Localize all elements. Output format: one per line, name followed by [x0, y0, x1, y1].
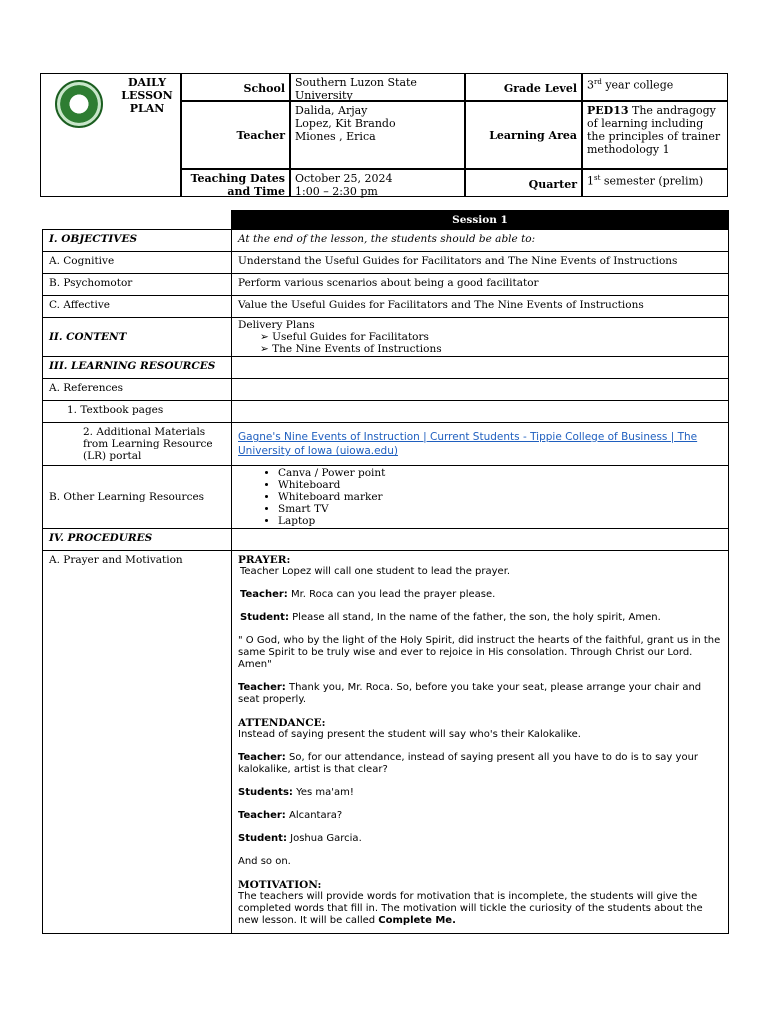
- teacher-value: Dalida, Arjay Lopez, Kit Brando Miones , Erica: [290, 101, 465, 169]
- area-label: Learning Area: [465, 101, 582, 169]
- school-value: Southern Luzon State University: [290, 73, 465, 101]
- table-row: [43, 466, 729, 529]
- university-seal-icon: [55, 80, 103, 128]
- table-row: [43, 379, 729, 401]
- logo-cell: [40, 73, 182, 197]
- list-item: ➢ Useful Guides for Facilitators: [246, 331, 722, 343]
- dates-value: October 25, 2024 1:00 – 2:30 pm: [290, 169, 465, 197]
- table-row: [43, 318, 729, 357]
- table-row: [43, 401, 729, 423]
- list-item: • Laptop: [278, 515, 722, 527]
- references-label: A. References: [43, 379, 232, 401]
- objectives-intro: At the end of the lesson, the students should be able to:: [232, 230, 729, 252]
- table-row: [43, 551, 729, 934]
- cognitive-label: A. Cognitive: [43, 252, 232, 274]
- table-row: [43, 296, 729, 318]
- lr-portal-link[interactable]: Gagne's Nine Events of Instruction | Current Students - Tippie College of Business | The University of Iowa (uiowa.edu): [238, 431, 698, 457]
- content-label: II. CONTENT: [43, 318, 232, 357]
- list-item: • Whiteboard marker: [278, 491, 722, 503]
- list-item: ➢ The Nine Events of Instructions: [246, 343, 722, 355]
- objectives-label: I. OBJECTIVES: [43, 230, 232, 252]
- procedures-label: IV. PROCEDURES: [43, 529, 232, 551]
- textbook-label: 1. Textbook pages: [43, 401, 232, 423]
- psychomotor-label: B. Psychomotor: [43, 274, 232, 296]
- table-row: [43, 529, 729, 551]
- session-title: Session 1: [232, 211, 729, 230]
- other-resources-list: [238, 467, 722, 527]
- content-value: Delivery Plans ➢ Useful Guides for Facilitators ➢ The Nine Events of Instructions: [232, 318, 729, 357]
- other-resources-label: B. Other Learning Resources: [43, 466, 232, 529]
- list-item: • Smart TV: [278, 503, 722, 515]
- table-row: [43, 357, 729, 379]
- table-row: [43, 230, 729, 252]
- affective-label: C. Affective: [43, 296, 232, 318]
- procedure-body: PRAYER: Teacher Lopez will call one student to lead the prayer. Teacher: Mr. Roca can you lead the prayer please. Student: Please all stand, In the name of the father, the son, the holy spirit, Amen. " O God, who by the light of the Holy Spirit, did instruct the hearts of the faithful, grant us in the same Spirit to be truly wise and ever to rejoice in His consolation. Through Christ our Lord. Amen" Teacher: Thank you, Mr. Roca. So, before you take your seat, please arrange your chair and seat properly. ATTENDANCE: Instead of saying present the student will say who's their Kalokalike. Teacher: So, for our attendance, instead of saying present all you have to do is to say your kalokalike, artist is that clear? Students: Yes ma'am! Teacher: Alcantara? Student: Joshua Garcia. And so on. MOTIVATION: The teachers will provide words for motivation that is incomplete, the students will give the completed words that fill in. The motivation will tickle the curiosity of the students about the new lesson. It will be called Complete Me.: [232, 551, 729, 934]
- psychomotor-value: Perform various scenarios about being a good facilitator: [232, 274, 729, 296]
- dates-label: Teaching Dates and Time: [180, 169, 290, 197]
- teacher-label: Teacher: [180, 101, 290, 169]
- lesson-table: [42, 210, 728, 934]
- school-label: School: [180, 73, 290, 101]
- document-title: DAILY LESSON PLAN: [121, 76, 173, 115]
- resources-label: III. LEARNING RESOURCES: [43, 357, 232, 379]
- additional-label: 2. Additional Materials from Learning Resource (LR) portal: [43, 423, 232, 466]
- cognitive-value: Understand the Useful Guides for Facilitators and The Nine Events of Instructions: [232, 252, 729, 274]
- quarter-label: Quarter: [465, 169, 582, 197]
- affective-value: Value the Useful Guides for Facilitators and The Nine Events of Instructions: [232, 296, 729, 318]
- prayer-label: A. Prayer and Motivation: [43, 551, 232, 934]
- header-block: [40, 73, 728, 197]
- session-row: [43, 211, 729, 230]
- table-row: [43, 274, 729, 296]
- list-item: • Canva / Power point: [278, 467, 722, 479]
- list-item: • Whiteboard: [278, 479, 722, 491]
- grade-value: 3rd year college: [582, 73, 728, 101]
- content-list: [238, 331, 722, 355]
- quarter-value: 1st semester (prelim): [582, 169, 728, 197]
- table-row: [43, 252, 729, 274]
- area-value: PED13 The andragogy of learning including the principles of trainer methodology 1: [582, 101, 728, 169]
- grade-label: Grade Level: [465, 73, 582, 101]
- table-row: [43, 423, 729, 466]
